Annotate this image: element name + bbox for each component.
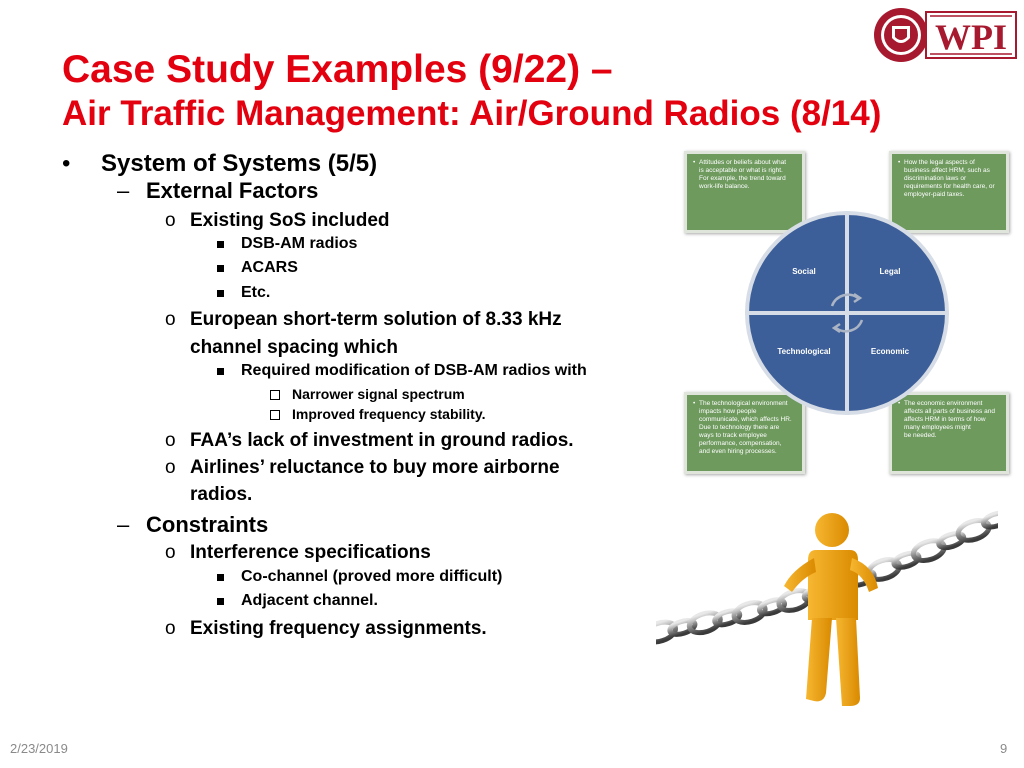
outline-item-text: Existing SoS included (190, 210, 390, 231)
box-text-line: Due to technology there are (699, 424, 780, 431)
box-text-line: affects HRM in terms of how (904, 416, 986, 423)
hrm-quadrant-circle (744, 210, 950, 416)
outline-item-text: European short-term solution of 8.33 kHz (190, 309, 562, 330)
box-text-line: • Attitudes or beliefs about what (699, 159, 797, 167)
square-bullet-icon (217, 598, 224, 605)
chain-link (982, 510, 998, 529)
outline-item-text: Existing frequency assignments. (190, 618, 487, 639)
checkbox-bullet-icon (270, 390, 280, 400)
bullet-marker: – (117, 512, 130, 537)
outline-item-level-4 (241, 259, 298, 277)
chain-figure-illustration (656, 508, 998, 740)
outline-item-level-4 (241, 362, 587, 380)
outline-item-level-2 (117, 178, 319, 204)
bullet-marker: o (165, 457, 176, 478)
checkbox-bullet-icon (270, 410, 280, 420)
bullet-marker: o (165, 542, 176, 563)
box-text-line: many employees might (904, 424, 971, 431)
quadrant-label-technological: Technological (777, 347, 831, 356)
outline-item-level-3 (165, 542, 431, 564)
box-text-line: employer-paid taxes. (904, 191, 965, 198)
box-text-line: For example, the trend toward (699, 175, 786, 182)
outline-item-level-5 (292, 386, 465, 402)
square-bullet-icon (217, 368, 224, 375)
hrm-environment-diagram (684, 146, 1012, 476)
box-text-line: business affect HRM, such as (904, 167, 990, 174)
outline-item-text: Interference specifications (190, 542, 431, 563)
outline-item-level-1 (62, 150, 378, 178)
quadrant-social (747, 213, 847, 313)
outline-item-level-3 (190, 484, 252, 506)
outline-item-level-4 (241, 592, 378, 610)
outline-item-level-3 (165, 618, 487, 640)
quadrant-label-legal: Legal (879, 267, 901, 276)
outline-item-level-4 (241, 568, 502, 586)
box-text-line: be needed. (904, 432, 937, 439)
logo-wordmark: WPI (935, 17, 1007, 57)
title-line-2: Air Traffic Management: Air/Ground Radios (8/14) (62, 94, 882, 133)
bullet-marker: o (165, 430, 176, 451)
outline-item-level-3 (165, 457, 560, 479)
outline-item-text: Required modification of DSB-AM radios with (241, 362, 587, 379)
outline-item-level-3 (165, 210, 390, 232)
outline-item-text: Etc. (241, 284, 271, 301)
outline-item-level-4 (241, 284, 270, 302)
outline-item-text: radios. (190, 484, 253, 505)
square-bullet-icon (217, 265, 224, 272)
quadrant-economic (847, 313, 947, 413)
quadrant-label-social: Social (792, 267, 816, 276)
outline-item-level-4 (241, 235, 357, 253)
square-bullet-icon (217, 574, 224, 581)
outline-item-text: Airlines’ reluctance to buy more airborne (190, 457, 560, 478)
box-text-line: • The economic environment (904, 400, 1001, 408)
outline-item-level-5 (292, 406, 485, 422)
bullet-marker: • (62, 150, 71, 177)
outline-item-text: Narrower signal spectrum (292, 386, 465, 402)
box-text-line: performance, compensation, (699, 440, 782, 447)
bullet-marker: o (165, 210, 176, 231)
outline-item-text: Co-channel (proved more difficult) (241, 568, 503, 585)
outline-item-text: FAA’s lack of investment in ground radios. (190, 430, 574, 451)
outline-item-level-3 (190, 337, 398, 359)
outline-item-text: Improved frequency stability. (292, 406, 486, 422)
box-text-line: • The technological environment (699, 400, 797, 408)
box-text-line: ways to track employee (699, 432, 767, 439)
box-text-line: requirements for health care, or (904, 183, 995, 190)
box-text-line: and even hiring processes. (699, 448, 777, 455)
outline-item-text: channel spacing which (190, 337, 398, 358)
outline-item-level-2 (117, 512, 269, 538)
bullet-marker: o (165, 618, 176, 639)
box-text-line: • How the legal aspects of (904, 159, 1001, 167)
footer-date: 2/23/2019 (10, 741, 68, 756)
box-text-line: impacts how people (699, 408, 757, 415)
box-text-line: discrimination laws or (904, 175, 967, 182)
wpi-logo (872, 6, 1018, 64)
box-text-line: work-life balance. (699, 183, 750, 190)
bullet-marker: o (165, 309, 176, 330)
outline-item-text: System of Systems (5/5) (101, 150, 378, 177)
square-bullet-icon (217, 290, 224, 297)
square-bullet-icon (217, 241, 224, 248)
box-text-line: is acceptable or what is right. (699, 167, 783, 174)
outline-item-text: External Factors (146, 178, 319, 203)
bullet-marker: – (117, 178, 130, 203)
outline-item-text: Constraints (146, 512, 269, 537)
box-text-line: affects all parts of business and (904, 408, 995, 415)
quadrant-label-economic: Economic (870, 347, 910, 356)
page-number: 9 (1000, 741, 1008, 756)
outline-item-text: ACARS (241, 259, 298, 276)
outline-item-level-3 (165, 430, 574, 452)
box-text-line: communicate, which affects HR. (699, 416, 792, 423)
outline-item-level-3 (165, 309, 562, 331)
outline-item-text: DSB-AM radios (241, 235, 358, 252)
title-line-1: Case Study Examples (9/22) – (62, 48, 613, 91)
outline-item-text: Adjacent channel. (241, 592, 378, 609)
